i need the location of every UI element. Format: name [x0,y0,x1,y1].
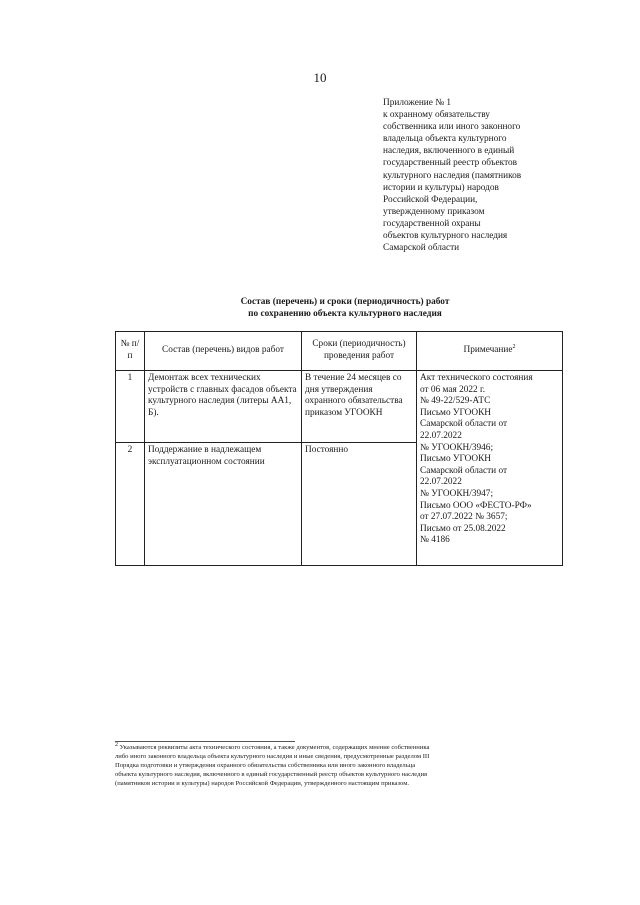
remarks-line: от 06 мая 2022 г. [420,384,486,395]
row-works: Поддержание в надлежащем эксплуатационном состоянии [145,443,302,566]
appendix-line: государственной охраны [383,218,481,229]
remarks-line: Самарской области от [420,465,508,476]
remarks-line: Письмо от 25.08.2022 [420,523,506,534]
footnote-line: либо иного законного владельца объекта культурного наследия и иные сведения, предусмотренные разделом III [115,752,430,760]
title-line-1: Состав (перечень) и сроки (периодичность) работ [240,297,450,307]
row-num: 2 [116,443,145,566]
footnote-line: Порядка подготовки и утверждения охранного обязательства собственника или иного законного владельца [115,761,416,769]
appendix-line: утвержденному приказом [383,206,485,217]
document-title [180,296,510,320]
table-row [116,371,563,443]
appendix-line: владельца объекта культурного [383,134,507,145]
appendix-heading [383,97,583,254]
footnote-line-text: Указываются реквизиты акта технического состояния, а также документов, содержащих мнение собственника [118,744,430,751]
remarks-line: № УГООКН/3946; [420,442,494,453]
footnote-line [115,741,562,753]
appendix-line: истории и культуры) народов [383,182,499,193]
remarks-line: 22.07.2022 [420,477,462,488]
title-line-2: по сохранению объекта культурного наследия [248,309,442,319]
footnote [115,741,562,789]
header-remarks [417,332,563,371]
row-terms: В течение 24 месяцев со дня утверждения охранного обязательства приказом УГООКН [302,371,417,443]
remarks-line: № УГООКН/3947; [420,488,494,499]
table-header-row [116,332,563,371]
footnote-line: объекта культурного наследия, включенного в единый государственный реестр объектов культурного наследия [115,770,428,778]
row-remarks [417,371,563,566]
header-terms: Сроки (периодичность) проведения работ [302,332,417,371]
remarks-line: 22.07.2022 [420,430,462,441]
remarks-line: № 49-22/529-АТС [420,396,491,407]
footnote-marker: 2 [115,741,118,748]
appendix-line: объектов культурного наследия [383,231,508,242]
appendix-line: культурного наследия (памятников [383,170,522,181]
appendix-line: государственный реестр объектов [383,158,518,169]
footnote-divider [115,741,295,742]
appendix-line: наследия, включенного в единый [383,146,515,157]
remarks-line: от 27.07.2022 № 3657; [420,512,508,523]
remarks-line: Письмо ООО «ФЕСТО-РФ» [420,500,532,511]
appendix-line: собственника или иного законного [383,122,521,133]
remarks-line: Письмо УГООКН [420,407,491,418]
header-num: № п/п [116,332,145,371]
header-works: Состав (перечень) видов работ [145,332,302,371]
appendix-line: Самарской области [383,243,460,254]
remarks-line: Письмо УГООКН [420,454,491,465]
row-works: Демонтаж всех технических устройств с главных фасадов объекта культурного наследия (литеры АА1, Б). [145,371,302,443]
appendix-line: Российской Федерации, [383,194,478,205]
remarks-line: Самарской области от [420,419,508,430]
page-number: 10 [313,70,327,85]
remarks-line: Акт технического состояния [420,373,533,383]
header-remarks-label: Примечание [463,345,513,356]
row-num: 1 [116,371,145,443]
works-table [115,331,563,566]
appendix-line: Приложение № 1 [383,98,452,108]
footnote-ref: 2 [512,344,516,351]
appendix-line: к охранному обязательству [383,110,490,121]
remarks-line: № 4186 [420,535,450,546]
footnote-line: (памятников истории и культуры) народов Российской Федерации, утвержденного настоящим приказом. [115,779,410,787]
row-terms: Постоянно [302,443,417,566]
